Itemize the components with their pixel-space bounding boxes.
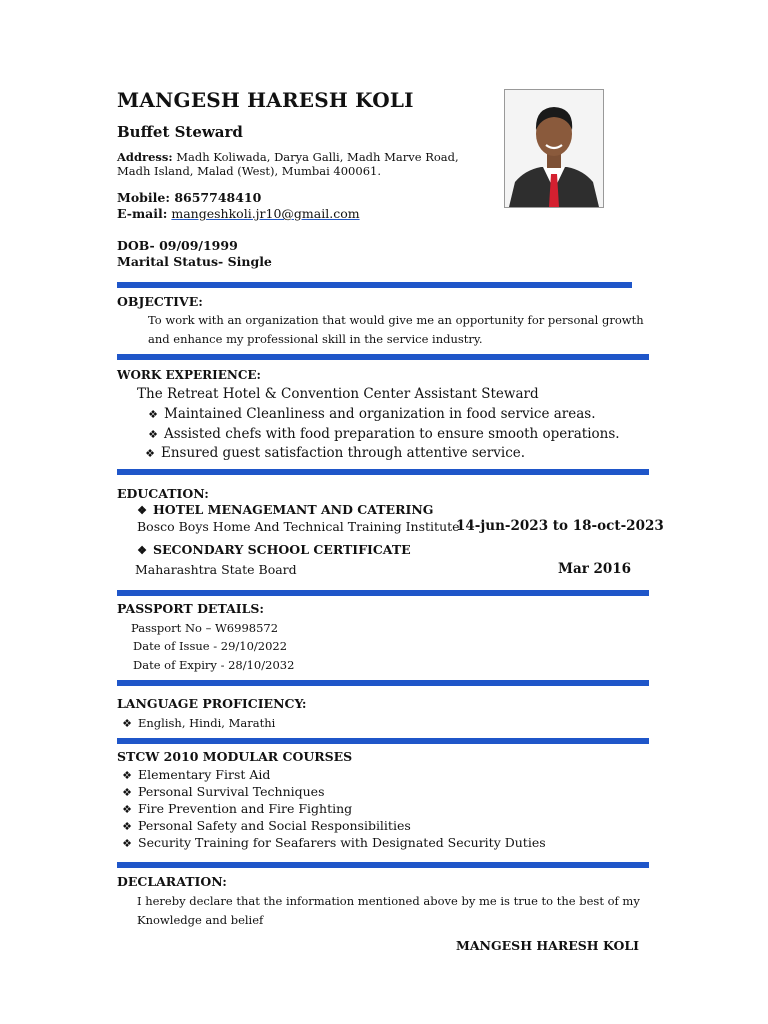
passport-issue-date: Date of Issue - 29/10/2022: [133, 639, 288, 653]
stcw-item-text: Security Training for Seafarers with Designated Security Duties: [138, 835, 546, 850]
objective-line-2: and enhance my professional skill in the service industry.: [148, 332, 483, 346]
stcw-item-text: Elementary First Aid: [138, 767, 271, 782]
work-bullet: [146, 426, 620, 442]
stcw-item: [120, 801, 352, 816]
work-heading: WORK EXPERIENCE:: [117, 368, 261, 382]
diamond-bullet-icon: ❖: [148, 428, 158, 441]
stcw-item: [120, 818, 411, 833]
candidate-name: MANGESH HARESH KOLI: [117, 88, 414, 112]
diamond-bullet-icon: ❖: [122, 820, 132, 833]
email-link[interactable]: mangeshkoli.jr10@gmail.com: [171, 206, 360, 221]
stcw-item: [120, 767, 270, 782]
address-text-1: Madh Koliwada, Darya Galli, Madh Marve Road,: [176, 150, 459, 164]
stcw-item: [120, 784, 325, 799]
address-line-1: [117, 150, 459, 164]
diamond-bullet-icon: ❖: [122, 786, 132, 799]
course-2: [135, 542, 411, 557]
institute-2: Maharashtra State Board: [135, 562, 297, 577]
diamond-bullet-icon: ❖: [122, 717, 132, 730]
diamond-bullet-icon: ❖: [145, 447, 155, 460]
education-heading: EDUCATION:: [117, 486, 209, 501]
diamond-bullet-icon: ❖: [122, 837, 132, 850]
language-list: English, Hindi, Marathi: [138, 716, 276, 730]
section-divider: [117, 590, 649, 596]
email-line: [117, 206, 360, 221]
course-1-dates: 14-jun-2023 to 18-oct-2023: [456, 518, 664, 534]
diamond-bullet-icon: ❖: [148, 408, 158, 421]
stcw-item-text: Personal Safety and Social Responsibilities: [138, 818, 411, 833]
work-bullet: [146, 406, 596, 422]
course-2-title: SECONDARY SCHOOL CERTIFICATE: [153, 542, 411, 557]
diamond-bullet-icon: ❖: [122, 769, 132, 782]
profile-photo: [504, 89, 604, 208]
course-1-title: HOTEL MENAGEMANT AND CATERING: [153, 502, 434, 517]
address-label: Address:: [117, 150, 173, 164]
diamond-bullet-icon: ❖: [137, 504, 147, 517]
objective-heading: OBJECTIVE:: [117, 294, 203, 309]
section-divider: [117, 680, 649, 686]
institute-1: Bosco Boys Home And Technical Training Institute: [137, 519, 460, 534]
section-divider: [117, 862, 649, 868]
marital-status: Marital Status- Single: [117, 254, 272, 269]
address-line-2: Madh Island, Malad (West), Mumbai 400061.: [117, 164, 381, 178]
stcw-item-text: Personal Survival Techniques: [138, 784, 325, 799]
signature-name: MANGESH HARESH KOLI: [456, 938, 640, 953]
stcw-item: [120, 835, 546, 850]
job-role: Buffet Steward: [117, 123, 243, 141]
portrait-illustration: [505, 90, 603, 207]
objective-line-1: To work with an organization that would give me an opportunity for personal growth: [148, 313, 644, 327]
work-bullet-text: Assisted chefs with food preparation to ensure smooth operations.: [164, 426, 620, 442]
passport-number: Passport No – W6998572: [131, 621, 279, 635]
declaration-line-1: I hereby declare that the information mentioned above by me is true to the best of my: [137, 894, 640, 908]
stcw-heading: STCW 2010 MODULAR COURSES: [117, 749, 353, 764]
declaration-line-2: Knowledge and belief: [137, 913, 264, 927]
language-heading: LANGUAGE PROFICIENCY:: [117, 696, 307, 711]
stcw-item-text: Fire Prevention and Fire Fighting: [138, 801, 353, 816]
diamond-bullet-icon: ❖: [137, 544, 147, 557]
declaration-heading: DECLARATION:: [117, 874, 227, 889]
section-divider: [117, 282, 632, 288]
passport-expiry-date: Date of Expiry - 28/10/2032: [133, 658, 295, 672]
passport-heading: PASSPORT DETAILS:: [117, 601, 265, 616]
work-bullet-text: Ensured guest satisfaction through attentive service.: [161, 445, 526, 461]
mobile: Mobile: 8657748410: [117, 190, 262, 205]
work-bullet-text: Maintained Cleanliness and organization in food service areas.: [164, 406, 596, 422]
section-divider: [117, 354, 649, 360]
work-bullet: [143, 445, 525, 461]
course-2-dates: Mar 2016: [558, 561, 632, 577]
section-divider: [117, 738, 649, 744]
course-1: [135, 502, 433, 517]
dob: DOB- 09/09/1999: [117, 238, 238, 253]
email-label: E-mail:: [117, 206, 168, 221]
employer: The Retreat Hotel & Convention Center Assistant Steward: [137, 386, 539, 402]
section-divider: [117, 469, 649, 475]
diamond-bullet-icon: ❖: [122, 803, 132, 816]
language-item: [120, 716, 275, 730]
